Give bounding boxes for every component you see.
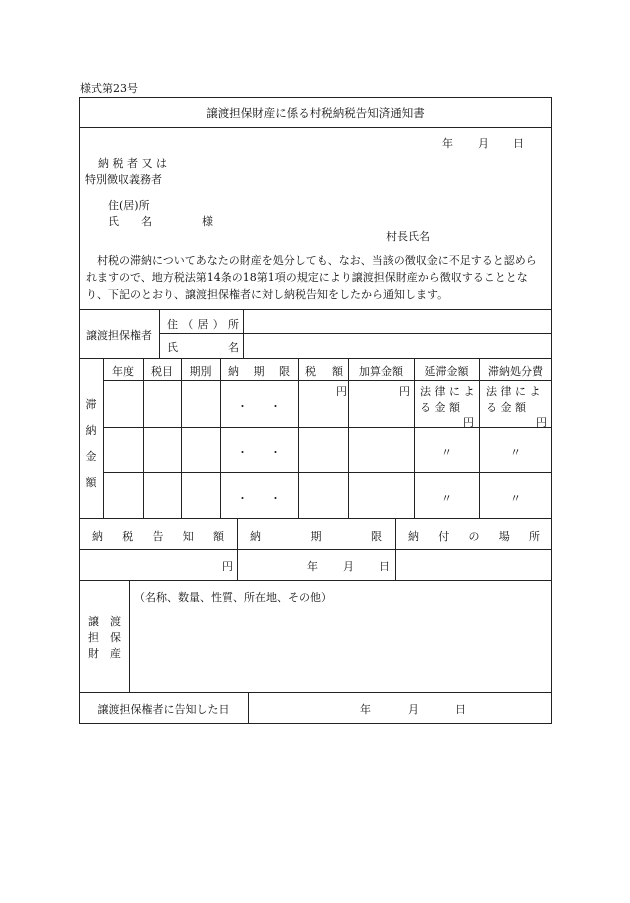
arrears-col-line [298,358,299,518]
form-frame [79,97,552,724]
notice-deadline-year: 年 [307,560,318,573]
notice-top-line [79,518,552,519]
ditto-mark: 〃 [510,446,521,459]
header-late-fee: 延滞金額 [424,365,469,378]
arrears-side-label: 滞 納 金 額 [85,398,97,489]
arrears-header-line [103,380,552,381]
notice-deadline-month: 月 [343,560,354,573]
notice-mid-line [79,549,552,550]
header-disposition-cost: 滞納処分費 [488,365,543,378]
by-law-note: 法 律 に よ [420,385,475,398]
notified-day: 日 [455,703,466,716]
arrears-row-line [103,427,552,428]
notice-deadline-day: 日 [379,560,390,573]
yen-unit: 円 [336,385,347,398]
ditto-mark: 〃 [441,492,452,505]
form-number: 様式第23号 [80,82,138,95]
ditto-mark: 〃 [441,446,452,459]
property-note: （名称、数量、性質、所在地、その他） [134,591,332,604]
notified-year: 年 [360,703,371,716]
notice-body-text: 村税の滞納についてあなたの財産を処分しても、なお、当該の徴収金に不足すると認められますので、地方税法第14条の18第1項の規定により譲渡担保財産から徴収することとなり、下記のとおり、譲渡担保権者に対し納税告知をしたから通知します。 [86,254,537,301]
header-tax-amount: 税 額 [305,365,343,378]
addressee-line2: 特別徴収義務者 [85,173,162,186]
notified-top-line [79,692,552,693]
honorific: 様 [202,215,213,228]
addressee-line1: 納 税 者 又 は [98,157,167,170]
arrears-divider [103,358,104,518]
notified-divider [248,692,249,724]
arrears-row-line [103,472,552,473]
ditto-mark: 〃 [510,492,521,505]
header-year: 年度 [112,365,134,378]
address-label: 住(居)所 [108,199,150,212]
name-label: 氏 名 [108,215,152,228]
deadline-date-dots: ・ ・ [237,446,281,459]
yen-unit: 円 [399,385,410,398]
yen-unit: 円 [463,416,474,429]
holder-row-line [159,333,552,334]
arrears-col-line [181,358,182,518]
arrears-col-line [348,358,349,518]
date-month: 月 [478,137,489,150]
yen-unit: 円 [536,416,547,429]
by-law-note: 法 律 に よ [486,385,541,398]
holder-label: 譲渡担保権者 [86,329,152,342]
by-law-note: る 金 額 [420,401,460,414]
deadline-date-dots: ・ ・ [237,492,281,505]
notified-month: 月 [408,703,419,716]
notice-bottom-line [79,580,552,581]
notice-divider [237,518,238,580]
deadline-date-dots: ・ ・ [237,400,281,413]
notice-deadline-label: 納 期 限 [250,530,382,543]
date-year: 年 [442,137,453,150]
property-label: 譲 渡 担 保 財 産 [88,615,121,660]
notice-amount-label: 納 税 告 知 額 [92,530,224,543]
title-divider [79,127,552,128]
notified-date-label: 譲渡担保権者に告知した日 [97,703,230,716]
holder-top-line [79,309,552,310]
notice-yen-unit: 円 [222,560,233,573]
sender-name-label: 村長氏名 [386,230,430,243]
header-deadline: 納 期 限 [228,365,290,378]
arrears-top-line [79,358,552,359]
by-law-note: る 金 額 [486,401,526,414]
header-tax-item: 税目 [151,365,173,378]
date-day: 日 [513,137,524,150]
notice-divider [395,518,396,580]
holder-address-label: 住 （ 居 ） 所 [167,318,239,331]
form-title: 譲渡担保財産に係る村税納税告知済通知書 [206,106,425,120]
notice-place-label: 納 付 の 場 所 [408,530,540,543]
holder-name-label: 氏 名 [167,341,239,354]
header-additional-amount: 加算金額 [359,365,403,378]
arrears-col-line [143,358,144,518]
header-period: 期別 [189,365,212,378]
property-divider [129,580,130,692]
